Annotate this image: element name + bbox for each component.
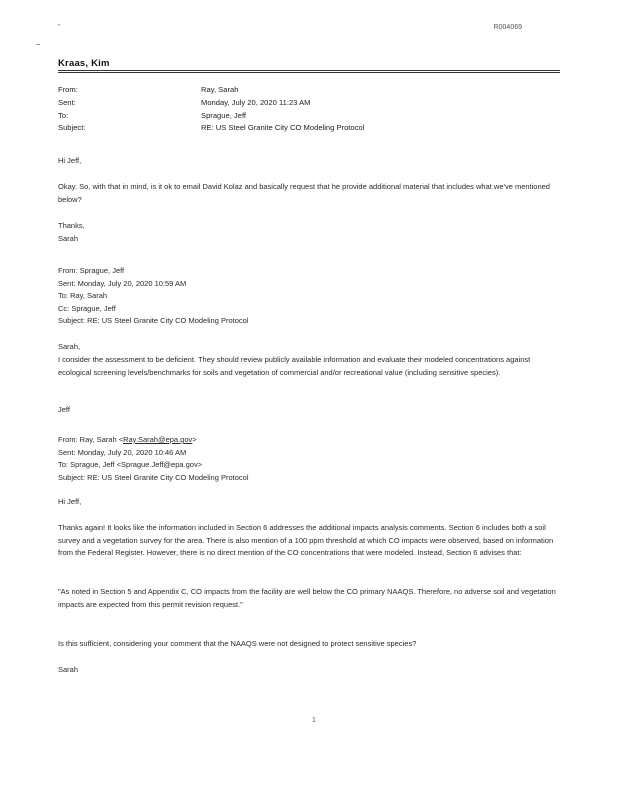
quote1-to: To: Ray, Sarah xyxy=(58,291,108,300)
quote2-sent: Sent: Monday, July 20, 2020 10:46 AM xyxy=(58,447,187,457)
quote2-quotation: "As noted in Section 5 and Appendix C, CO impacts from the facility are well below the CO primary NAAQS. Therefore, no adverse soil and vegetation impacts are expected from this permit revision request." xyxy=(58,587,556,609)
quote2-greeting: Hi Jeff, xyxy=(58,497,82,506)
quote1-body: I consider the assessment to be deficient. They should review publicly available information and evaluate their modeled concentrations against ecological screening levels/benchmarks for soils and vegetation of commercial and/or recreational value (including sensitive species). xyxy=(58,355,531,377)
sent-value: Monday, July 20, 2020 11:23 AM xyxy=(201,97,311,107)
to-label: To: xyxy=(58,110,69,120)
quote2-from-prefix: From: Ray, Sarah < xyxy=(58,435,124,444)
from-value: Ray, Sarah xyxy=(201,85,239,94)
from-row xyxy=(58,84,558,97)
header-rule xyxy=(58,70,560,73)
margin-mark xyxy=(36,44,40,45)
quote1-cc: Cc: Sprague, Jeff xyxy=(58,303,116,313)
corner-mark: " xyxy=(58,24,61,31)
quote2-signature: Sarah xyxy=(58,665,79,674)
sent-label: Sent: xyxy=(58,97,76,107)
to-row xyxy=(58,110,558,123)
subject-value: RE: US Steel Granite City CO Modeling Protocol xyxy=(201,123,365,133)
quote2-subject: Subject: RE: US Steel Granite City CO Modeling Protocol xyxy=(58,472,249,482)
message1-greeting: Hi Jeff, xyxy=(58,156,82,165)
message1-paragraph: Okay. So, with that in mind, is it ok to email David Kolaz and basically request that he provide additional material that includes what we've mentioned below? xyxy=(58,182,550,204)
sent-row xyxy=(58,97,558,110)
to-value: Sprague, Jeff xyxy=(201,110,247,120)
email-link[interactable]: Ray.Sarah@epa.gov xyxy=(123,435,193,444)
quote1-subject: Subject: RE: US Steel Granite City CO Modeling Protocol xyxy=(58,316,249,325)
quote1-from: From: Sprague, Jeff xyxy=(58,266,125,275)
quote1-sent: Sent: Monday, July 20, 2020 10:59 AM xyxy=(58,278,187,288)
quote2-from-suffix: > xyxy=(192,435,197,444)
email-header xyxy=(58,84,558,135)
message1-signature: Sarah xyxy=(58,234,79,243)
quote2-from xyxy=(58,434,558,447)
quote2-to: To: Sprague, Jeff <Sprague.Jeff@epa.gov> xyxy=(58,460,203,469)
quote2-header xyxy=(58,434,558,484)
quote1-signature: Jeff xyxy=(58,405,70,414)
from-label: From: xyxy=(58,85,78,94)
quote1-greeting: Sarah, xyxy=(58,342,81,351)
bates-number: R004069 xyxy=(493,24,522,31)
subject-row xyxy=(58,122,558,135)
mailbox-owner: Kraas, Kim xyxy=(58,58,110,69)
quote2-paragraph: Thanks again! It looks like the information included in Section 6 addresses the additional impacts analysis comments. Section 6 includes both a soil survey and a vegetation survey for the area. There is also mention of a 100 ppm threshold at which CO impacts were observed, based on information from the Federal Register. However, there is no direct mention of the CO concentrations that were modeled. Instead, Section 6 advises that: xyxy=(58,523,554,557)
page-number: 1 xyxy=(312,717,316,724)
subject-label: Subject: xyxy=(58,123,86,133)
message1-closing: Thanks, xyxy=(58,221,85,230)
quote1-header xyxy=(58,265,558,328)
quote2-question: Is this sufficient, considering your comment that the NAAQS were not designed to protect sensitive species? xyxy=(58,639,417,648)
